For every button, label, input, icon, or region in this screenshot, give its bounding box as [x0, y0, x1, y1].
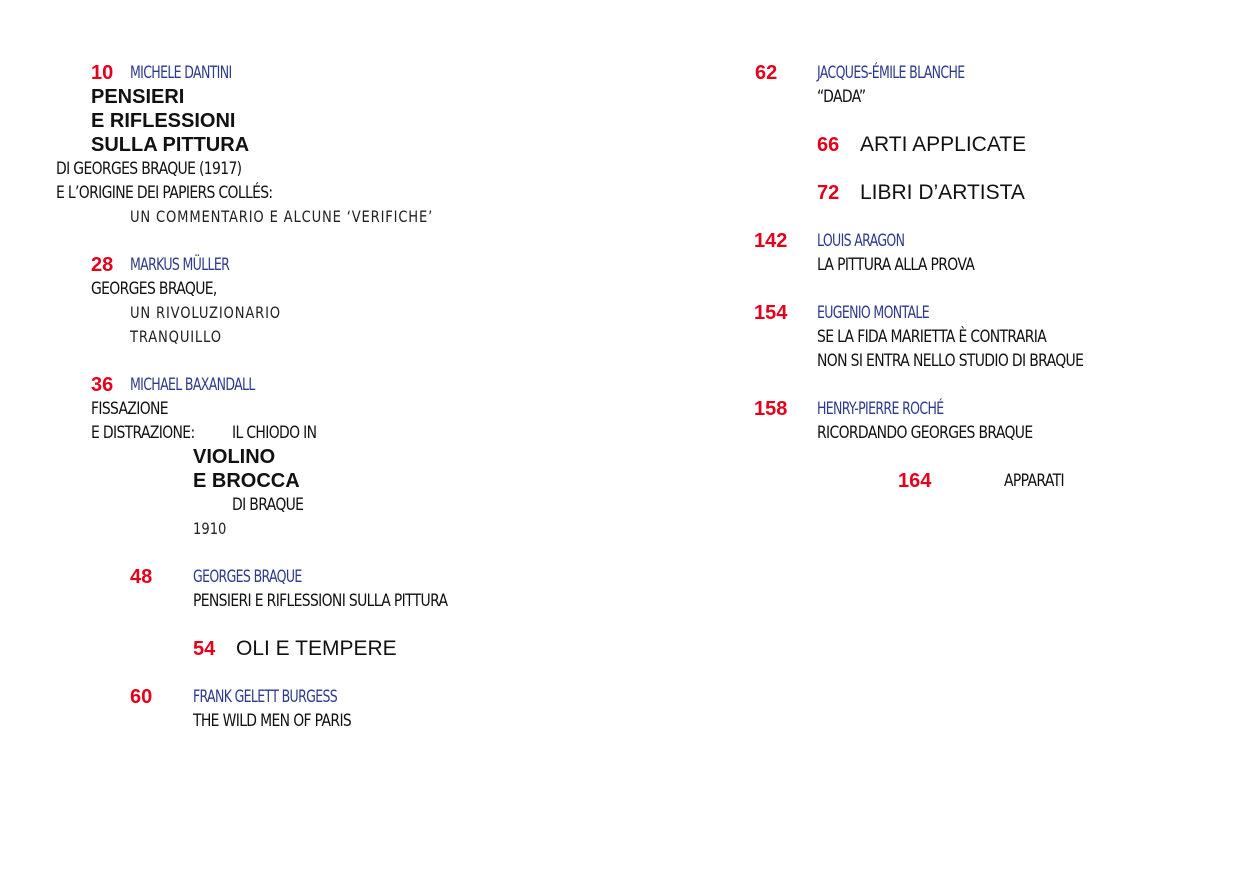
author-name: MARKUS MÜLLER	[130, 255, 230, 275]
section-title: LIBRI D’ARTISTA	[860, 181, 1025, 204]
page-number: 142	[754, 230, 788, 252]
page-number: 48	[130, 566, 153, 588]
author-name: LOUIS ARAGON	[817, 231, 905, 251]
author-name: JACQUES-ÉMILE BLANCHE	[817, 63, 965, 83]
page-number: 54	[193, 638, 216, 660]
essay-title: VIOLINO	[193, 446, 276, 468]
essay-title: “DADA”	[817, 87, 866, 107]
essay-title: RICORDANDO GEORGES BRAQUE	[817, 423, 1033, 443]
essay-subtitle: TRANQUILLO	[130, 327, 222, 346]
page-number: 62	[755, 62, 778, 84]
page-number: 72	[817, 182, 840, 204]
essay-subtitle: UN RIVOLUZIONARIO	[130, 303, 281, 322]
author-name: GEORGES BRAQUE	[193, 567, 302, 587]
author-name: MICHAEL BAXANDALL	[130, 375, 255, 395]
section-title: APPARATI	[1004, 471, 1064, 491]
essay-title: PENSIERI E RIFLESSIONI SULLA PITTURA	[193, 591, 448, 611]
author-name: EUGENIO MONTALE	[817, 303, 929, 323]
essay-title: FISSAZIONE	[91, 399, 168, 419]
essay-title: DI GEORGES BRAQUE (1917)	[56, 159, 242, 179]
page-number: 66	[817, 134, 840, 156]
essay-title: NON SI ENTRA NELLO STUDIO DI BRAQUE	[817, 351, 1084, 371]
essay-title: SULLA PITTURA	[91, 134, 250, 156]
page-number: 164	[898, 470, 932, 492]
essay-title: GEORGES BRAQUE,	[91, 279, 217, 299]
section-title: ARTI APPLICATE	[860, 133, 1027, 156]
essay-title: SE LA FIDA MARIETTA È CONTRARIA	[817, 327, 1047, 347]
essay-title: E DISTRAZIONE:	[91, 423, 195, 443]
essay-title: E RIFLESSIONI	[91, 110, 236, 132]
essay-title: DI BRAQUE	[232, 495, 304, 515]
page-number: 60	[130, 686, 153, 708]
essay-title: PENSIERI	[91, 86, 185, 108]
essay-title: IL CHIODO IN	[232, 423, 317, 443]
author-name: HENRY-PIERRE ROCHÉ	[817, 399, 944, 419]
essay-title: E BROCCA	[193, 470, 300, 492]
essay-subtitle: UN COMMENTARIO E ALCUNE ‘VERIFICHE’	[130, 207, 434, 226]
essay-title: THE WILD MEN OF PARIS	[193, 711, 352, 731]
page-number: 158	[754, 398, 788, 420]
author-name: FRANK GELETT BURGESS	[193, 687, 338, 707]
essay-title: E L’ORIGINE DEI PAPIERS COLLÉS:	[56, 183, 273, 203]
essay-year: 1910	[193, 519, 227, 538]
author-name: MICHELE DANTINI	[130, 63, 232, 83]
page-number: 36	[91, 374, 114, 396]
section-title: OLI E TEMPERE	[236, 637, 397, 660]
page-number: 28	[91, 254, 114, 276]
essay-title: LA PITTURA ALLA PROVA	[817, 255, 975, 275]
page-number: 154	[754, 302, 788, 324]
page-number: 10	[91, 62, 114, 84]
